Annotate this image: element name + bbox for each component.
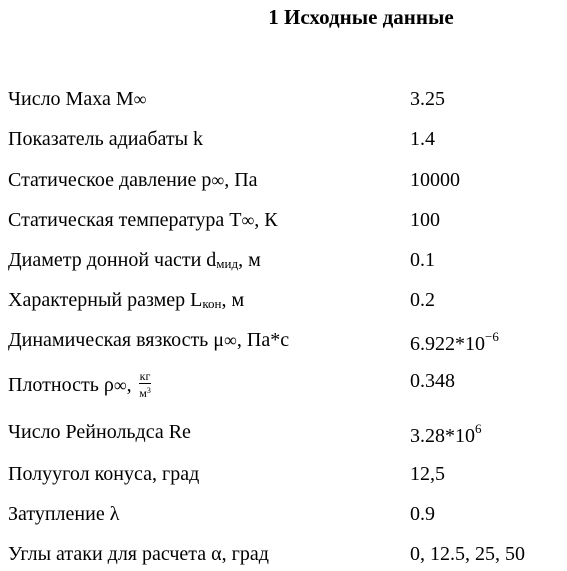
section-title: 1 Исходные данные [268, 5, 454, 29]
param-row-temperature [8, 209, 567, 237]
param-value: 12,5 [410, 463, 445, 485]
param-row-attack-angles [8, 543, 567, 571]
param-row-cone-half-angle [8, 463, 567, 491]
param-label: Углы атаки для расчета α, град [8, 543, 269, 565]
param-value: $3.28*10^6$ [410, 421, 482, 447]
param-label: Число Маха M∞ [8, 88, 147, 110]
param-value: 0.9 [410, 503, 435, 525]
param-value: 100 [410, 209, 440, 231]
param-value: 0.348 [410, 370, 455, 392]
param-value: 0, 12.5, 25, 50 [410, 543, 525, 565]
param-value: 3.25 [410, 88, 445, 110]
param-label: Статическое давление p∞, Па [8, 169, 258, 191]
param-row-pressure [8, 169, 567, 197]
param-row-density [8, 370, 567, 408]
param-row-base-diameter [8, 249, 567, 277]
param-row-viscosity [8, 329, 567, 357]
param-row-adiabatic [8, 128, 567, 156]
param-label: Диаметр донной части dмид, м [8, 249, 261, 271]
param-value: 10000 [410, 169, 460, 191]
param-label: Характерный размер Lкон, м [8, 289, 245, 311]
unit-fraction: $\frac{кг}{м^3}$ [139, 369, 151, 400]
param-label: Плотность ρ∞, $\frac{кг}{м^3}$ [8, 369, 151, 400]
param-label: Число Рейнольдса Re [8, 421, 191, 443]
param-label: Статическая температура T∞, К [8, 209, 278, 231]
param-row-mach [8, 88, 567, 116]
param-label: Затупление λ [8, 503, 120, 525]
param-value: 1.4 [410, 128, 435, 150]
param-row-reynolds [8, 421, 567, 449]
param-label: Полуугол конуса, град [8, 463, 200, 485]
param-row-characteristic-size [8, 289, 567, 317]
param-label: Показатель адиабаты k [8, 128, 204, 150]
param-row-bluntness [8, 503, 567, 531]
param-value: $6.922*10^{-6}$ [410, 329, 499, 355]
param-value: 0.1 [410, 249, 435, 271]
param-value: 0.2 [410, 289, 435, 311]
param-label: Динамическая вязкость μ∞, Па*с [8, 329, 290, 351]
